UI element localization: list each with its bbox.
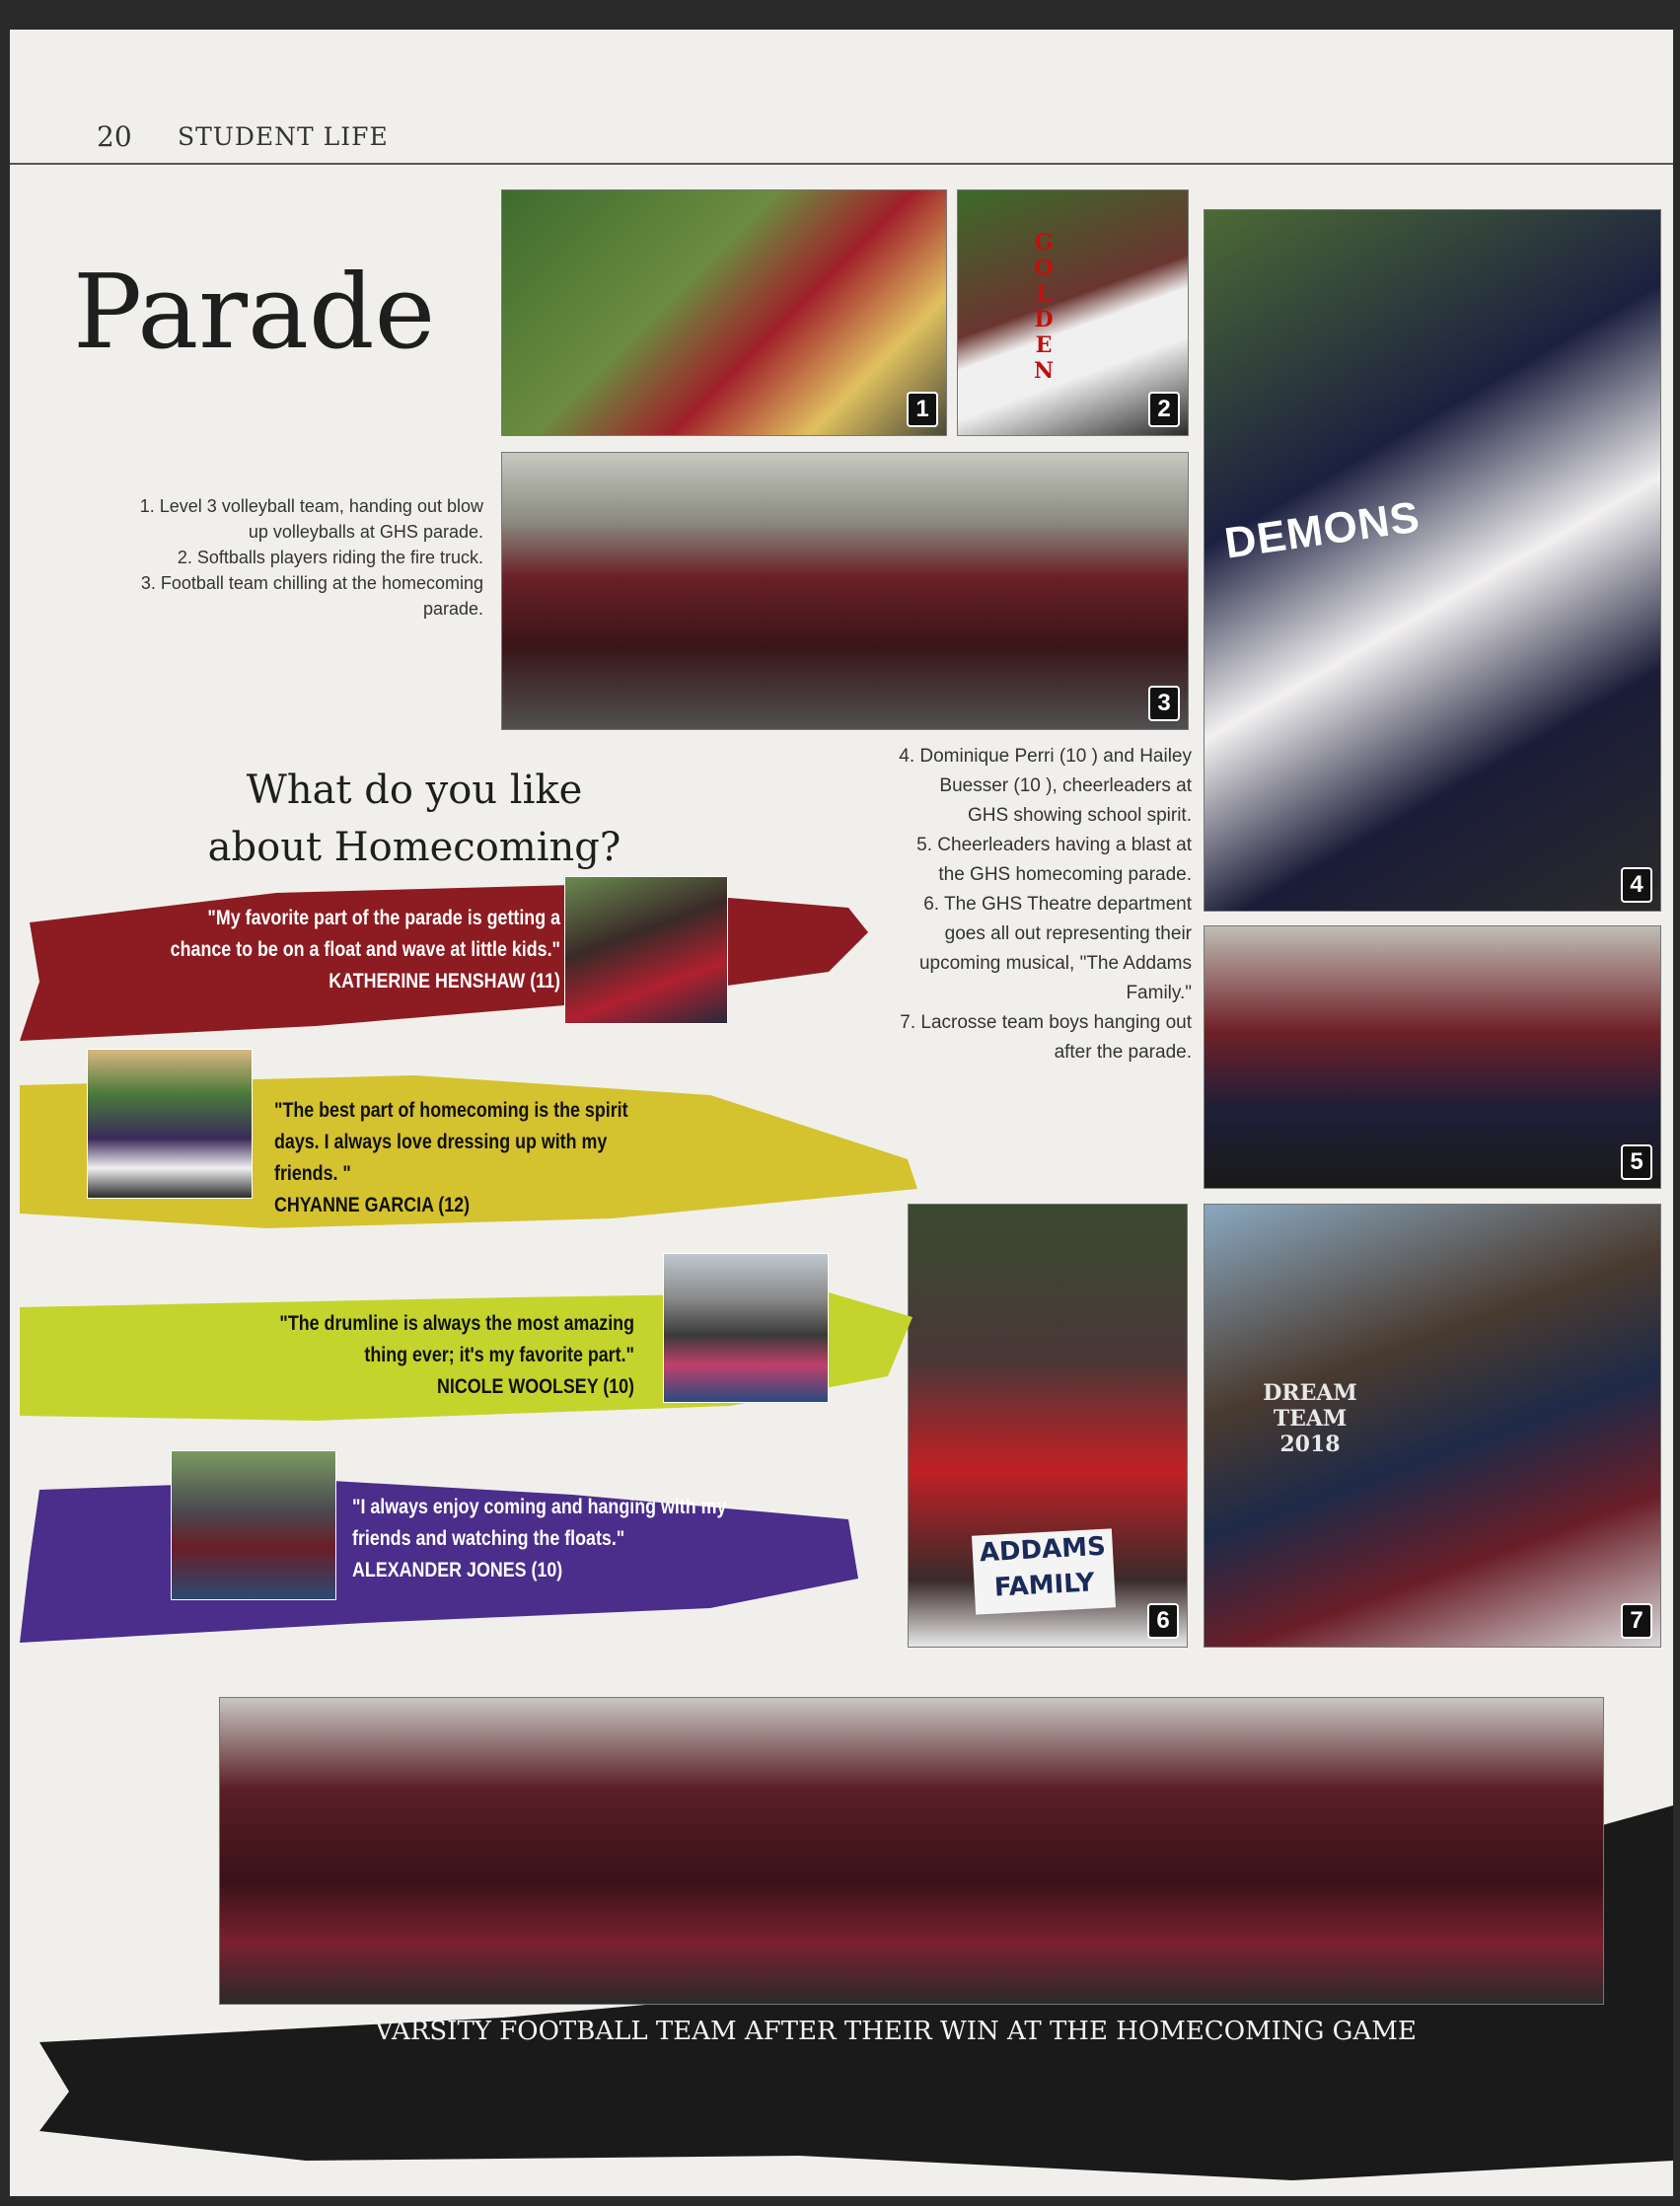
header-rule <box>10 163 1673 165</box>
section-title: STUDENT LIFE <box>178 122 389 151</box>
quote-2 <box>274 1095 660 1221</box>
truck-text: GOLDEN <box>1033 230 1055 384</box>
yearbook-page <box>10 30 1673 2196</box>
addams-family-sign: ADDAMS FAMILY <box>972 1528 1116 1614</box>
page-title: Parade <box>73 252 436 372</box>
photo-lacrosse-boys <box>1204 1204 1661 1648</box>
quote-4-photo <box>171 1450 336 1600</box>
caption-5: 5. Cheerleaders having a blast at the GHS homecoming parade. <box>916 835 1192 885</box>
quote-3-name: NICOLE WOOLSEY (10) <box>436 1375 634 1398</box>
quote-1-text: "My favorite part of the parade is getting a chance to be on a float and wave at little kids." <box>170 907 560 961</box>
quote-3 <box>232 1308 634 1403</box>
varsity-caption: VARSITY FOOTBALL TEAM AFTER THEIR WIN AT THE HOMECOMING GAME <box>375 2017 1417 2046</box>
page-number: 20 <box>97 120 132 153</box>
caption-3: 3. Football team chilling at the homecoming parade. <box>140 573 483 619</box>
photo-number: 1 <box>907 392 938 427</box>
quote-2-text: "The best part of homecoming is the spirit days. I always love dressing up with my friends. " <box>274 1099 628 1185</box>
quote-2-photo <box>87 1049 253 1199</box>
photo-theatre-float <box>908 1204 1188 1648</box>
photo-volleyball-float <box>501 189 947 436</box>
cheer-uniform-text: DEMONS <box>1221 492 1424 568</box>
quote-4 <box>352 1492 771 1586</box>
quote-1-name: KATHERINE HENSHAW (11) <box>329 970 560 993</box>
caption-6: 6. The GHS Theatre department goes all out representing their upcoming musical, "The Addams Family." <box>918 894 1192 1003</box>
photo-captions-left <box>118 493 483 622</box>
quote-4-name: ALEXANDER JONES (10) <box>352 1559 563 1581</box>
photo-fire-truck <box>957 189 1189 436</box>
caption-4: 4. Dominique Perri (10 ) and Hailey Buesser (10 ), cheerleaders at GHS showing school spirit. <box>899 746 1192 826</box>
photo-football-team <box>501 452 1189 730</box>
quote-2-name: CHYANNE GARCIA (12) <box>274 1194 471 1216</box>
caption-7: 7. Lacrosse team boys hanging out after the parade. <box>900 1012 1192 1063</box>
quote-1 <box>158 903 560 997</box>
caption-1: 1. Level 3 volleyball team, handing out blow up volleyballs at GHS parade. <box>139 496 483 542</box>
quote-1-photo <box>564 876 728 1024</box>
photo-cheerleaders-closeup <box>1204 209 1661 912</box>
caption-2: 2. Softballs players riding the fire truck. <box>177 548 483 567</box>
photo-cheerleaders-group <box>1204 925 1661 1189</box>
photo-number: 2 <box>1148 392 1180 427</box>
photo-number: 6 <box>1147 1603 1179 1639</box>
quote-4-text: "I always enjoy coming and hanging with my friends and watching the floats." <box>352 1496 727 1550</box>
photo-number: 5 <box>1621 1144 1652 1180</box>
shirt-text: DREAM TEAM 2018 <box>1263 1380 1357 1457</box>
question-heading: What do you like about Homecoming? <box>207 768 621 870</box>
photo-captions-mid <box>896 742 1192 1067</box>
quote-3-photo <box>663 1253 829 1403</box>
photo-varsity-football <box>219 1697 1604 2005</box>
photo-number: 3 <box>1148 686 1180 721</box>
photo-number: 4 <box>1621 867 1652 903</box>
quote-3-text: "The drumline is always the most amazing thing ever; it's my favorite part." <box>279 1312 634 1366</box>
photo-number: 7 <box>1621 1603 1652 1639</box>
